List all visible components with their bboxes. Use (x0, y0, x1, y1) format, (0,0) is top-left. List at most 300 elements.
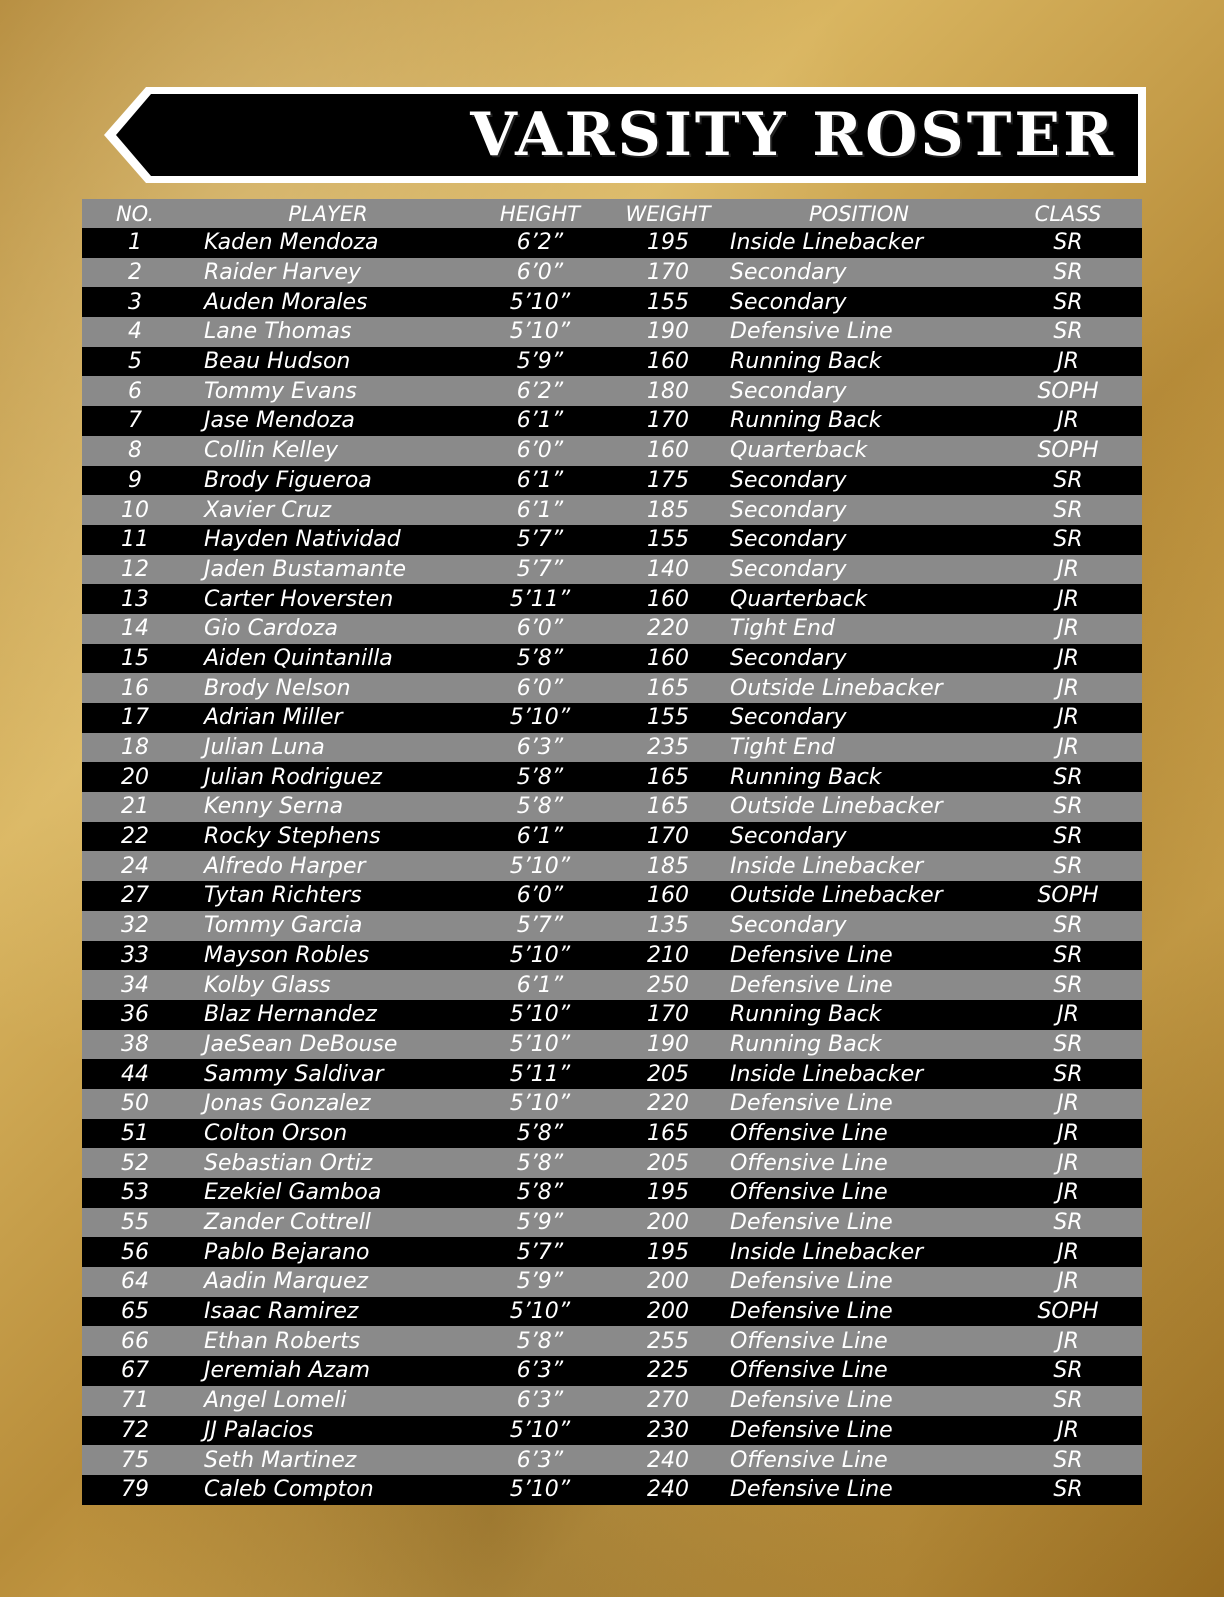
cell-weight: 165 (647, 764, 689, 790)
cell-no: 55 (121, 1210, 149, 1236)
cell-weight: 200 (647, 1210, 689, 1236)
cell-player: Angel Lomeli (204, 1388, 347, 1414)
cell-weight: 240 (647, 1447, 689, 1473)
cell-position: Defensive Line (730, 942, 893, 968)
table-row (82, 287, 1142, 317)
table-row (82, 911, 1142, 941)
title-banner (104, 87, 1146, 183)
cell-weight: 180 (647, 378, 689, 404)
cell-class: JR (1057, 675, 1079, 701)
cell-no: 14 (121, 616, 149, 642)
table-row (82, 762, 1142, 792)
table-row (82, 614, 1142, 644)
header-no: NO. (115, 201, 155, 226)
table-row (82, 1030, 1142, 1060)
cell-position: Outside Linebacker (730, 794, 943, 820)
cell-position: Offensive Line (730, 1358, 888, 1384)
cell-weight: 270 (647, 1388, 689, 1414)
cell-no: 38 (121, 1031, 149, 1057)
cell-height: 5’7” (516, 913, 564, 939)
cell-class: SR (1053, 467, 1083, 493)
table-row (82, 376, 1142, 406)
cell-position: Offensive Line (730, 1120, 888, 1146)
cell-player: Isaac Ramirez (204, 1299, 359, 1325)
cell-weight: 185 (647, 497, 689, 523)
cell-weight: 160 (647, 586, 689, 612)
table-row (82, 941, 1142, 971)
cell-player: Jeremiah Azam (204, 1358, 371, 1384)
cell-class: SR (1053, 260, 1083, 286)
header-class: CLASS (1034, 201, 1102, 226)
cell-position: Outside Linebacker (730, 675, 943, 701)
cell-no: 18 (121, 735, 149, 761)
table-row (82, 347, 1142, 377)
cell-class: SR (1053, 1061, 1083, 1087)
cell-weight: 225 (647, 1358, 689, 1384)
table-row (82, 1148, 1142, 1178)
table-row (82, 822, 1142, 852)
cell-height: 6’0” (516, 616, 564, 642)
cell-class: JR (1057, 616, 1079, 642)
cell-weight: 170 (647, 824, 689, 850)
cell-no: 7 (128, 408, 142, 434)
table-row (82, 644, 1142, 674)
cell-no: 16 (121, 675, 149, 701)
cell-weight: 195 (647, 1180, 689, 1206)
cell-height: 6’0” (516, 883, 564, 909)
cell-weight: 160 (647, 645, 689, 671)
cell-position: Inside Linebacker (730, 853, 924, 879)
cell-player: Brody Figueroa (204, 467, 372, 493)
cell-position: Inside Linebacker (730, 1239, 924, 1265)
cell-height: 5’7” (516, 556, 564, 582)
table-row (82, 673, 1142, 703)
table-row (82, 1208, 1142, 1238)
cell-height: 6’3” (516, 1358, 564, 1384)
cell-position: Quarterback (730, 586, 868, 612)
cell-position: Defensive Line (730, 1477, 893, 1503)
cell-class: JR (1057, 408, 1079, 434)
cell-height: 5’8” (516, 1120, 564, 1146)
table-row (82, 881, 1142, 911)
cell-player: Hayden Natividad (204, 527, 401, 553)
cell-height: 6’3” (516, 1388, 564, 1414)
cell-weight: 175 (647, 467, 689, 493)
table-row (82, 258, 1142, 288)
cell-no: 50 (121, 1091, 149, 1117)
cell-class: SR (1053, 230, 1083, 256)
cell-class: SOPH (1037, 883, 1099, 909)
cell-height: 5’9” (516, 349, 564, 375)
header-weight: WEIGHT (625, 201, 711, 226)
cell-player: Carter Hoversten (204, 586, 394, 612)
cell-player: Kolby Glass (204, 972, 331, 998)
cell-position: Defensive Line (730, 1091, 893, 1117)
cell-position: Tight End (730, 735, 835, 761)
cell-position: Quarterback (730, 438, 868, 464)
cell-weight: 140 (647, 556, 689, 582)
cell-height: 5’8” (516, 645, 564, 671)
table-row (82, 1386, 1142, 1416)
cell-player: Pablo Bejarano (204, 1239, 370, 1265)
cell-player: Ethan Roberts (204, 1328, 361, 1354)
cell-player: Julian Rodriguez (204, 764, 382, 790)
cell-height: 5’10” (509, 1477, 571, 1503)
cell-no: 15 (121, 645, 149, 671)
cell-no: 67 (121, 1358, 149, 1384)
cell-class: SR (1053, 794, 1083, 820)
cell-height: 5’8” (516, 1150, 564, 1176)
table-row (82, 584, 1142, 614)
cell-class: JR (1057, 586, 1079, 612)
cell-no: 5 (128, 349, 142, 375)
cell-player: Gio Cardoza (204, 616, 338, 642)
cell-player: Aiden Quintanilla (204, 645, 393, 671)
cell-weight: 170 (647, 260, 689, 286)
cell-height: 6’1” (516, 824, 564, 850)
cell-height: 5’10” (509, 1417, 571, 1443)
table-row (82, 525, 1142, 555)
cell-height: 5’9” (516, 1210, 564, 1236)
cell-no: 4 (128, 319, 142, 345)
cell-player: Sammy Saldivar (204, 1061, 384, 1087)
cell-no: 44 (121, 1061, 149, 1087)
cell-weight: 190 (647, 319, 689, 345)
cell-position: Running Back (730, 1002, 882, 1028)
table-row (82, 555, 1142, 585)
cell-weight: 190 (647, 1031, 689, 1057)
cell-position: Inside Linebacker (730, 230, 924, 256)
cell-weight: 240 (647, 1477, 689, 1503)
table-row (82, 1475, 1142, 1505)
cell-position: Secondary (730, 527, 847, 553)
cell-no: 12 (121, 556, 149, 582)
cell-class: JR (1057, 1269, 1079, 1295)
cell-class: SR (1053, 972, 1083, 998)
table-row (82, 1059, 1142, 1089)
cell-position: Offensive Line (730, 1447, 888, 1473)
cell-position: Secondary (730, 289, 847, 315)
cell-class: SOPH (1037, 438, 1099, 464)
cell-height: 6’0” (516, 260, 564, 286)
table-row (82, 792, 1142, 822)
cell-player: Blaz Hernandez (204, 1002, 377, 1028)
cell-class: SR (1053, 1477, 1083, 1503)
cell-player: JJ Palacios (204, 1417, 314, 1443)
cell-height: 5’7” (516, 527, 564, 553)
cell-class: JR (1057, 645, 1079, 671)
cell-height: 6’0” (516, 675, 564, 701)
cell-height: 6’3” (516, 735, 564, 761)
cell-weight: 205 (647, 1061, 689, 1087)
cell-weight: 165 (647, 675, 689, 701)
cell-weight: 230 (647, 1417, 689, 1443)
cell-height: 5’10” (509, 705, 571, 731)
cell-weight: 255 (647, 1328, 689, 1354)
table-row (82, 1297, 1142, 1327)
cell-position: Secondary (730, 467, 847, 493)
cell-player: Jonas Gonzalez (204, 1091, 371, 1117)
cell-player: Alfredo Harper (204, 853, 366, 879)
cell-no: 56 (121, 1239, 149, 1265)
cell-height: 5’10” (509, 289, 571, 315)
cell-height: 5’10” (509, 942, 571, 968)
cell-height: 6’2” (516, 230, 564, 256)
cell-player: Kenny Serna (204, 794, 344, 820)
cell-weight: 155 (647, 289, 689, 315)
cell-no: 20 (121, 764, 149, 790)
cell-no: 24 (121, 853, 149, 879)
cell-class: JR (1057, 556, 1079, 582)
cell-player: Colton Orson (204, 1120, 348, 1146)
cell-class: SR (1053, 1388, 1083, 1414)
cell-position: Tight End (730, 616, 835, 642)
cell-weight: 235 (647, 735, 689, 761)
cell-class: JR (1057, 349, 1079, 375)
cell-weight: 220 (647, 1091, 689, 1117)
cell-weight: 200 (647, 1299, 689, 1325)
cell-player: Collin Kelley (204, 438, 339, 464)
cell-no: 3 (128, 289, 142, 315)
cell-class: SR (1053, 764, 1083, 790)
cell-position: Secondary (730, 705, 847, 731)
cell-height: 5’10” (509, 1299, 571, 1325)
cell-height: 6’3” (516, 1447, 564, 1473)
cell-class: JR (1057, 705, 1079, 731)
cell-weight: 185 (647, 853, 689, 879)
cell-player: Tommy Evans (204, 378, 357, 404)
cell-class: JR (1057, 1150, 1079, 1176)
cell-height: 5’8” (516, 794, 564, 820)
cell-class: SR (1053, 1210, 1083, 1236)
cell-weight: 220 (647, 616, 689, 642)
cell-no: 75 (121, 1447, 149, 1473)
cell-position: Defensive Line (730, 319, 893, 345)
cell-height: 6’2” (516, 378, 564, 404)
cell-player: Lane Thomas (204, 319, 352, 345)
cell-position: Defensive Line (730, 1210, 893, 1236)
cell-position: Offensive Line (730, 1180, 888, 1206)
cell-weight: 205 (647, 1150, 689, 1176)
cell-no: 64 (121, 1269, 149, 1295)
cell-position: Defensive Line (730, 972, 893, 998)
cell-class: SOPH (1037, 378, 1099, 404)
cell-class: JR (1057, 1180, 1079, 1206)
cell-height: 5’11” (509, 586, 571, 612)
cell-height: 5’7” (516, 1239, 564, 1265)
cell-class: JR (1057, 1417, 1079, 1443)
cell-height: 5’10” (509, 1031, 571, 1057)
cell-position: Secondary (730, 645, 847, 671)
cell-weight: 170 (647, 408, 689, 434)
table-row (82, 1326, 1142, 1356)
cell-class: SR (1053, 1358, 1083, 1384)
cell-player: Aadin Marquez (204, 1269, 369, 1295)
cell-weight: 195 (647, 230, 689, 256)
cell-height: 5’9” (516, 1269, 564, 1295)
cell-no: 13 (121, 586, 149, 612)
cell-height: 6’1” (516, 497, 564, 523)
cell-player: Beau Hudson (204, 349, 351, 375)
page-title: VARSITY ROSTER (470, 100, 1116, 170)
cell-no: 2 (128, 260, 142, 286)
cell-no: 36 (121, 1002, 149, 1028)
cell-weight: 195 (647, 1239, 689, 1265)
cell-class: JR (1057, 1328, 1079, 1354)
cell-class: JR (1057, 1091, 1079, 1117)
cell-player: Auden Morales (204, 289, 368, 315)
cell-no: 66 (121, 1328, 149, 1354)
table-row (82, 406, 1142, 436)
cell-player: Brody Nelson (204, 675, 351, 701)
cell-player: JaeSean DeBouse (204, 1031, 398, 1057)
cell-height: 5’8” (516, 1180, 564, 1206)
cell-height: 6’1” (516, 972, 564, 998)
table-row (82, 733, 1142, 763)
cell-player: Tytan Richters (204, 883, 362, 909)
cell-player: Caleb Compton (204, 1477, 374, 1503)
cell-no: 8 (128, 438, 142, 464)
cell-no: 27 (121, 883, 149, 909)
cell-position: Offensive Line (730, 1150, 888, 1176)
table-row (82, 495, 1142, 525)
cell-class: SR (1053, 497, 1083, 523)
cell-no: 10 (121, 497, 149, 523)
table-row (82, 1000, 1142, 1030)
cell-player: Seth Martinez (204, 1447, 357, 1473)
cell-position: Secondary (730, 556, 847, 582)
cell-position: Defensive Line (730, 1388, 893, 1414)
cell-height: 5’10” (509, 1091, 571, 1117)
cell-player: Ezekiel Gamboa (204, 1180, 382, 1206)
table-row (82, 436, 1142, 466)
cell-position: Inside Linebacker (730, 1061, 924, 1087)
cell-class: SR (1053, 853, 1083, 879)
cell-class: JR (1057, 735, 1079, 761)
table-row (82, 970, 1142, 1000)
cell-position: Running Back (730, 349, 882, 375)
cell-height: 5’10” (509, 1002, 571, 1028)
cell-position: Running Back (730, 408, 882, 434)
table-row (82, 1089, 1142, 1119)
cell-position: Defensive Line (730, 1269, 893, 1295)
cell-class: JR (1057, 1002, 1079, 1028)
cell-position: Secondary (730, 260, 847, 286)
cell-weight: 160 (647, 883, 689, 909)
cell-position: Outside Linebacker (730, 883, 943, 909)
cell-player: Kaden Mendoza (204, 230, 379, 256)
table-row (82, 466, 1142, 496)
cell-weight: 250 (647, 972, 689, 998)
cell-player: Julian Luna (204, 735, 325, 761)
cell-player: Adrian Miller (204, 705, 343, 731)
table-row (82, 1356, 1142, 1386)
cell-position: Offensive Line (730, 1328, 888, 1354)
cell-no: 33 (121, 942, 149, 968)
cell-no: 6 (128, 378, 142, 404)
cell-no: 65 (121, 1299, 149, 1325)
table-row (82, 317, 1142, 347)
cell-weight: 160 (647, 438, 689, 464)
cell-position: Running Back (730, 764, 882, 790)
cell-no: 71 (121, 1388, 149, 1414)
cell-weight: 135 (647, 913, 689, 939)
cell-weight: 165 (647, 794, 689, 820)
cell-position: Defensive Line (730, 1417, 893, 1443)
cell-weight: 160 (647, 349, 689, 375)
cell-position: Defensive Line (730, 1299, 893, 1325)
cell-player: Xavier Cruz (204, 497, 332, 523)
table-row (82, 228, 1142, 258)
cell-no: 51 (121, 1120, 149, 1146)
cell-height: 5’10” (509, 853, 571, 879)
cell-height: 6’1” (516, 408, 564, 434)
cell-weight: 200 (647, 1269, 689, 1295)
cell-no: 9 (128, 467, 142, 493)
cell-no: 53 (121, 1180, 149, 1206)
cell-no: 79 (121, 1477, 149, 1503)
cell-weight: 155 (647, 527, 689, 553)
cell-position: Secondary (730, 824, 847, 850)
roster-table (82, 199, 1142, 1505)
cell-player: Mayson Robles (204, 942, 370, 968)
cell-no: 17 (121, 705, 149, 731)
table-row (82, 1416, 1142, 1446)
cell-no: 1 (128, 230, 142, 256)
cell-player: Sebastian Ortiz (204, 1150, 373, 1176)
table-row (82, 1119, 1142, 1149)
cell-position: Secondary (730, 913, 847, 939)
cell-no: 11 (121, 527, 149, 553)
table-row (82, 851, 1142, 881)
cell-height: 5’11” (509, 1061, 571, 1087)
cell-class: SR (1053, 319, 1083, 345)
cell-no: 21 (121, 794, 149, 820)
cell-player: Zander Cottrell (204, 1210, 371, 1236)
cell-no: 22 (121, 824, 149, 850)
table-body (82, 228, 1142, 1505)
cell-position: Running Back (730, 1031, 882, 1057)
cell-position: Secondary (730, 497, 847, 523)
cell-player: Jase Mendoza (204, 408, 355, 434)
header-position: POSITION (809, 201, 909, 226)
cell-weight: 170 (647, 1002, 689, 1028)
cell-player: Raider Harvey (204, 260, 362, 286)
cell-class: SR (1053, 942, 1083, 968)
cell-position: Secondary (730, 378, 847, 404)
table-row (82, 1178, 1142, 1208)
cell-weight: 210 (647, 942, 689, 968)
cell-no: 52 (121, 1150, 149, 1176)
cell-class: JR (1057, 1239, 1079, 1265)
cell-height: 5’10” (509, 319, 571, 345)
cell-class: SR (1053, 289, 1083, 315)
cell-class: SR (1053, 527, 1083, 553)
cell-height: 6’0” (516, 438, 564, 464)
cell-no: 34 (121, 972, 149, 998)
header-height: HEIGHT (499, 201, 581, 226)
table-row (82, 703, 1142, 733)
cell-class: SR (1053, 913, 1083, 939)
cell-class: SR (1053, 1031, 1083, 1057)
cell-player: Tommy Garcia (204, 913, 363, 939)
cell-height: 6’1” (516, 467, 564, 493)
table-row (82, 1267, 1142, 1297)
cell-no: 72 (121, 1417, 149, 1443)
cell-weight: 155 (647, 705, 689, 731)
cell-height: 5’8” (516, 764, 564, 790)
header-player: PLAYER (288, 201, 368, 226)
